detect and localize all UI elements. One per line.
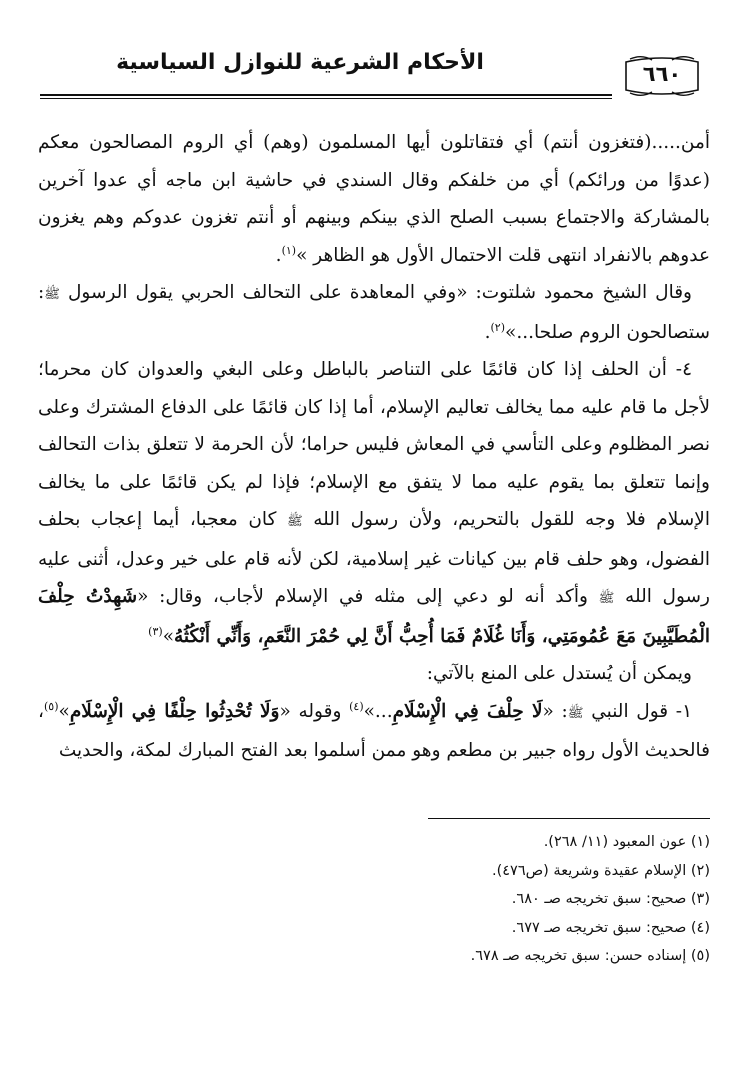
paragraph-5 [38, 693, 710, 770]
paragraph-1: أمن.....(فتغزون أنتم) أي فتقاتلون أيها المسلمون (وهم) أي الروم المصالحون معكم (عدوًا من ورائكم) أي من خلفكم وقال السندي في حاشية ابن ماجه أي عدوا آخرين بالمشاركة والاجتماع بسبب الصلح الذي بينكم وبينهم أو أنتم تغزون عدوكم وهم يغزون عدوهم بالانفراد انتهى قلت الاحتمال الأول هو الظاهر »$^{(١)}$. [38, 132, 710, 266]
paragraph-5-text-b: : « [542, 700, 568, 722]
footnote-ref-4: (٤) [349, 699, 364, 713]
paragraph-3-text-c: وأكد أنه لو دعي إلى مثله في الإسلام لأجاب، وقال: « [137, 586, 588, 607]
quote-close: » [58, 700, 70, 722]
header-rule-thin [40, 98, 612, 99]
salutation-symbol: ﷺ [598, 591, 615, 606]
paragraph-2-text-b: : ستصالحون الروم صلحا...» [38, 282, 710, 343]
footnotes [38, 828, 710, 971]
paragraph-3-text-b: كان معجبا، أيما إعجاب بحلف الفضول، وهو حلف قام بين كيانات غير إسلامية، لكن لأنه قام على خير وعدل، أثنى عليه رسول الله [38, 509, 710, 607]
footnote-item: (٣) صحيح: سبق تخريجه صـ ٦٨٠. [511, 891, 710, 907]
footnote-ref-5: (٥) [43, 699, 59, 713]
paragraph-5-text-f: ، فالحديث الأول رواه جبير بن مطعم وهو ممن أسلموا بعد الفتح المبارك لمكة، والحديث [38, 700, 710, 761]
book-title: الأحكام الشرعية للنوازل السياسية [116, 50, 484, 75]
paragraph-5-text-a: ١- قول النبي [591, 700, 692, 722]
hadith-quote: وَلَا تُحْدِثُوا حِلْفًا فِي الْإِسْلَامِ [69, 700, 280, 722]
paragraph-3 [38, 351, 710, 655]
paragraph-3-text-a: ٤- أن الحلف إذا كان قائمًا على التناصر بالباطل وعلى البغي والعدوان كان محرما؛ لأجل ما قام عليه مما يخالف تعاليم الإسلام، أما إذا كان قائمًا على الدفاع المشترك وعلى نصر المظلوم وعلى التأسي في المعاش فليس حراما؛ لأن الحرمة لا تتعلق بذات التحالف وإنما تتعلق بما يقوم عليه مما لا يتفق مع الإسلام؛ فإذا لم يكن قائمًا على ما يخالف الإسلام فلا وجه للقول بالتحريم، ولأن رسول الله [38, 359, 710, 530]
footnote-ref-3: (٣) [148, 624, 163, 638]
footnote-item: (١) عون المعبود (١١/ ٢٦٨). [543, 834, 710, 850]
page-number: ٦٦٠ [642, 62, 682, 86]
paragraph-2: وقال الشيخ محمود شلتوت: «وفي المعاهدة على التحالف الحربي يقول الرسول ﷺ: ستصالحون الروم صلحا...»$^{(٢)}$. [38, 282, 710, 343]
footnote-item: (٤) صحيح: سبق تخريجه صـ ٦٧٧. [511, 919, 710, 936]
paragraph-1-text: أمن.....(فتغزون أنتم) أي فتقاتلون أيها المسلمون (وهم) أي الروم المصالحون معكم (عدوًا من ورائكم) أي من خلفكم وقال السندي في حاشية ابن ماجه أي عدوا آخرين بالمشاركة والاجتماع بسبب الصلح الذي بينكم وبينهم أو أنتم تغزون عدوكم وهم يغزون عدوهم بالانفراد انتهى قلت الاحتمال الأول هو الظاهر » [38, 132, 710, 266]
paragraph-5-text-d: وقوله « [279, 700, 350, 722]
paragraph-5-text-c: ...» [363, 700, 393, 722]
footnote-divider [428, 818, 710, 819]
header-rule [40, 94, 612, 96]
footnote-ref-1: (١) [281, 243, 297, 257]
quote-close: » [162, 625, 175, 647]
hadith-quote: لَا حِلْفَ فِي الْإِسْلَامِ [392, 700, 543, 722]
salutation-symbol: ﷺ [44, 287, 60, 302]
hadith-quote: شَهِدْتُ حِلْفَ الْمُطَيَّبِينَ مَعَ عُمُومَتِي، وَأَنَا غُلَامٌ فَمَا أُحِبُّ أَنَّ لِي حُمْرَ النَّعَمِ، وَأَنِّي أَنْكُثُهُ [38, 586, 710, 647]
footnote-ref-2: (٢) [490, 320, 505, 334]
page-header [40, 40, 710, 108]
salutation-symbol: ﷺ [567, 705, 584, 721]
paragraph-4: ويمكن أن يُستدل على المنع بالآتي: [426, 663, 692, 684]
paragraph-2-text-a: وقال الشيخ محمود شلتوت: «وفي المعاهدة على التحالف الحربي يقول الرسول [67, 282, 692, 303]
main-text [38, 124, 710, 770]
page-number-frame [622, 56, 702, 96]
footnote-item: (٥) إسناده حسن: سبق تخريجه صـ ٦٧٨. [470, 948, 710, 964]
footnote-item: (٢) الإسلام عقيدة وشريعة (ص٤٧٦). [491, 862, 710, 879]
salutation-symbol: ﷺ [286, 514, 303, 529]
